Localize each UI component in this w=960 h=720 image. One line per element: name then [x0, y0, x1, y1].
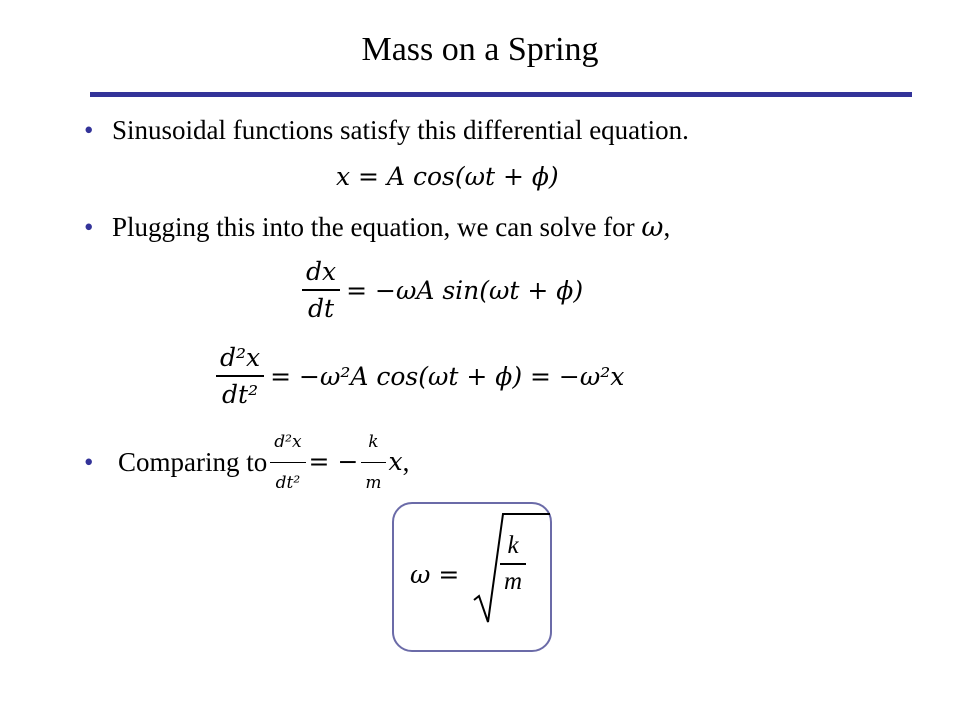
fraction: [302, 257, 340, 323]
bullet-text: Comparing to: [118, 447, 268, 477]
bullet-icon: •: [84, 447, 94, 477]
result-lhs: ω =: [410, 560, 460, 589]
inline-fraction: [361, 425, 385, 500]
slide-title: Mass on a Spring: [361, 31, 599, 68]
bullet-item-3: [84, 430, 409, 494]
fraction-denominator: m: [365, 472, 382, 493]
equation-rhs: = −ω²A cos(ωt + ϕ) = −ω²x: [270, 361, 625, 391]
fraction-denominator: dt²: [275, 472, 301, 493]
sqrt-radical-icon: [392, 502, 552, 652]
title-divider: [90, 92, 912, 97]
equation-text: x = A cos(ωt + ϕ): [336, 161, 559, 191]
bullet-text: Plugging this into the equation, we can solve for: [112, 212, 642, 242]
bullet-suffix: ,: [663, 212, 671, 242]
bullet-item-2: [84, 210, 670, 245]
equation-first-derivative: [296, 254, 583, 326]
fraction: [216, 343, 264, 409]
bullet-suffix: ,: [402, 447, 410, 477]
inline-fraction: [270, 425, 305, 500]
equation-variable: x: [388, 447, 403, 476]
result-fraction: [500, 532, 526, 596]
fraction-denominator: dt: [308, 294, 335, 323]
bullet-icon: •: [84, 212, 94, 242]
equation-rhs: = −ωA sin(ωt + ϕ): [346, 275, 584, 305]
fraction-numerator: d²x: [220, 343, 261, 372]
fraction-denominator: dt²: [222, 380, 259, 409]
equation-operator: = −: [308, 447, 359, 476]
bullet-math: ω: [641, 212, 664, 243]
bullet-icon: •: [84, 115, 94, 145]
fraction-numerator: k: [507, 532, 519, 559]
fraction-numerator: d²x: [274, 431, 302, 452]
equation-second-derivative: [210, 338, 624, 414]
fraction-numerator: k: [368, 431, 379, 452]
bullet-item-1: [84, 113, 689, 147]
bullet-text: Sinusoidal functions satisfy this differential equation.: [112, 115, 689, 145]
fraction-denominator: m: [504, 568, 523, 595]
fraction-numerator: dx: [306, 257, 337, 286]
result-box: [392, 502, 552, 652]
equation-solution: [336, 158, 559, 194]
